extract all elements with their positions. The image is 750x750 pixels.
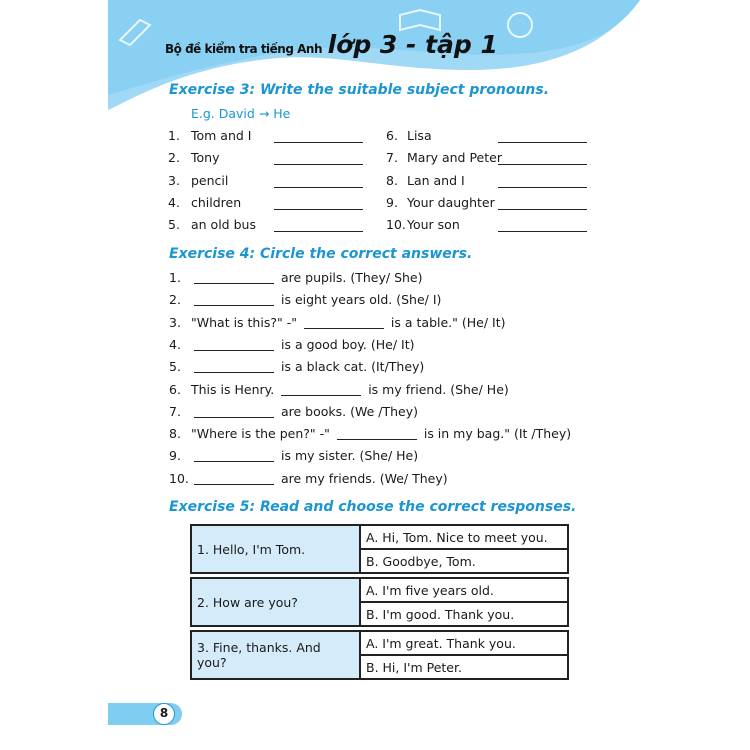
item-word: Tony (191, 150, 220, 166)
answer-blank[interactable] (498, 164, 587, 165)
grade-label: lớp 3 - tập 1 (327, 30, 498, 59)
answer-blank[interactable] (337, 439, 417, 440)
item-number: 8. (169, 426, 181, 442)
item-number: 3. (169, 314, 181, 330)
response-table (190, 630, 569, 680)
answer-blank[interactable] (194, 417, 274, 418)
item-number: 5. (169, 359, 181, 375)
item-number: 1. (168, 128, 180, 143)
item-number: 4. (168, 194, 180, 210)
item-number: 7. (386, 150, 398, 166)
item-word: an old bus (191, 217, 256, 233)
item-word: Lisa (407, 128, 432, 143)
item-word: pencil (191, 172, 229, 188)
answer-blank[interactable] (194, 372, 274, 373)
question-row (169, 382, 509, 397)
header-banner (0, 0, 750, 130)
item-number: 7. (169, 403, 181, 419)
exercise-4-title: Exercise 4: Circle the correct answers. (169, 246, 473, 262)
answer-blank[interactable] (274, 164, 363, 165)
answer-blank[interactable] (194, 461, 274, 462)
exercise-3-title: Exercise 3: Write the suitable subject pronouns. (169, 82, 550, 98)
item-word: Mary and Peter (407, 150, 502, 166)
question-text: is my friend. (She/ He) (368, 381, 509, 397)
answer-blank[interactable] (498, 231, 587, 232)
item-word: Your daughter (407, 194, 495, 210)
answer-blank[interactable] (274, 142, 363, 143)
item-word: Your son (407, 217, 460, 233)
question-row (169, 337, 414, 352)
item-number: 8. (386, 172, 398, 188)
answer-blank[interactable] (194, 350, 274, 351)
item-number: 5. (168, 217, 180, 233)
question-row (169, 270, 423, 285)
prompt-cell: 2. How are you? (191, 578, 360, 626)
answer-blank[interactable] (194, 283, 274, 284)
item-number: 2. (169, 292, 181, 308)
question-prefix: "What is this?" -" (191, 314, 297, 330)
option-b[interactable]: B. Hi, I'm Peter. (360, 655, 568, 679)
prompt-cell: 1. Hello, I'm Tom. (191, 525, 360, 573)
item-number: 9. (169, 448, 181, 464)
question-text: is a black cat. (It/They) (280, 359, 425, 375)
response-table (190, 524, 569, 574)
series-name: Bộ đề kiểm tra tiếng Anh (165, 42, 322, 56)
question-row (169, 448, 418, 463)
answer-blank[interactable] (274, 187, 363, 188)
item-word: children (191, 194, 242, 210)
question-text: is eight years old. (She/ I) (280, 292, 442, 308)
answer-blank[interactable] (194, 305, 274, 306)
question-row (169, 471, 448, 486)
item-number: 2. (168, 150, 180, 166)
item-number: 10. (386, 217, 406, 233)
series-title (165, 30, 498, 59)
item-number: 6. (386, 128, 398, 143)
answer-blank[interactable] (194, 484, 274, 485)
answer-blank[interactable] (274, 209, 363, 210)
question-text: is a table." (He/ It) (390, 314, 506, 330)
answer-blank[interactable] (281, 395, 361, 396)
page-number: 8 (153, 703, 175, 725)
answer-blank[interactable] (498, 142, 587, 143)
item-number: 10. (169, 470, 189, 486)
item-word: Tom and I (191, 128, 252, 143)
question-text: is a good boy. (He/ It) (280, 336, 415, 352)
item-number: 1. (169, 270, 181, 285)
question-text: is my sister. (She/ He) (280, 448, 419, 464)
question-prefix: This is Henry. (191, 381, 275, 397)
item-number: 6. (169, 381, 181, 397)
question-text: are my friends. (We/ They) (280, 470, 448, 486)
answer-blank[interactable] (498, 209, 587, 210)
question-row (169, 359, 424, 374)
exercise-3-example: E.g. David → He (191, 106, 291, 121)
question-row (169, 426, 571, 441)
item-number: 3. (168, 172, 180, 188)
item-number: 9. (386, 194, 398, 210)
response-table (190, 577, 569, 627)
question-row (169, 315, 506, 330)
question-row (169, 404, 418, 419)
option-a[interactable]: A. Hi, Tom. Nice to meet you. (360, 525, 568, 549)
item-word: Lan and I (407, 172, 465, 188)
answer-blank[interactable] (498, 187, 587, 188)
question-text: are pupils. (They/ She) (280, 270, 423, 285)
prompt-cell: 3. Fine, thanks. And you? (191, 631, 360, 679)
exercise-5-title: Exercise 5: Read and choose the correct responses. (169, 499, 577, 515)
option-b[interactable]: B. I'm good. Thank you. (360, 602, 568, 626)
option-a[interactable]: A. I'm five years old. (360, 578, 568, 602)
question-text: are books. (We /They) (280, 403, 419, 419)
answer-blank[interactable] (304, 328, 384, 329)
option-b[interactable]: B. Goodbye, Tom. (360, 549, 568, 573)
item-number: 4. (169, 336, 181, 352)
question-row (169, 292, 441, 307)
question-text: is in my bag." (It /They) (423, 426, 572, 442)
option-a[interactable]: A. I'm great. Thank you. (360, 631, 568, 655)
question-prefix: "Where is the pen?" -" (191, 426, 330, 442)
answer-blank[interactable] (274, 231, 363, 232)
